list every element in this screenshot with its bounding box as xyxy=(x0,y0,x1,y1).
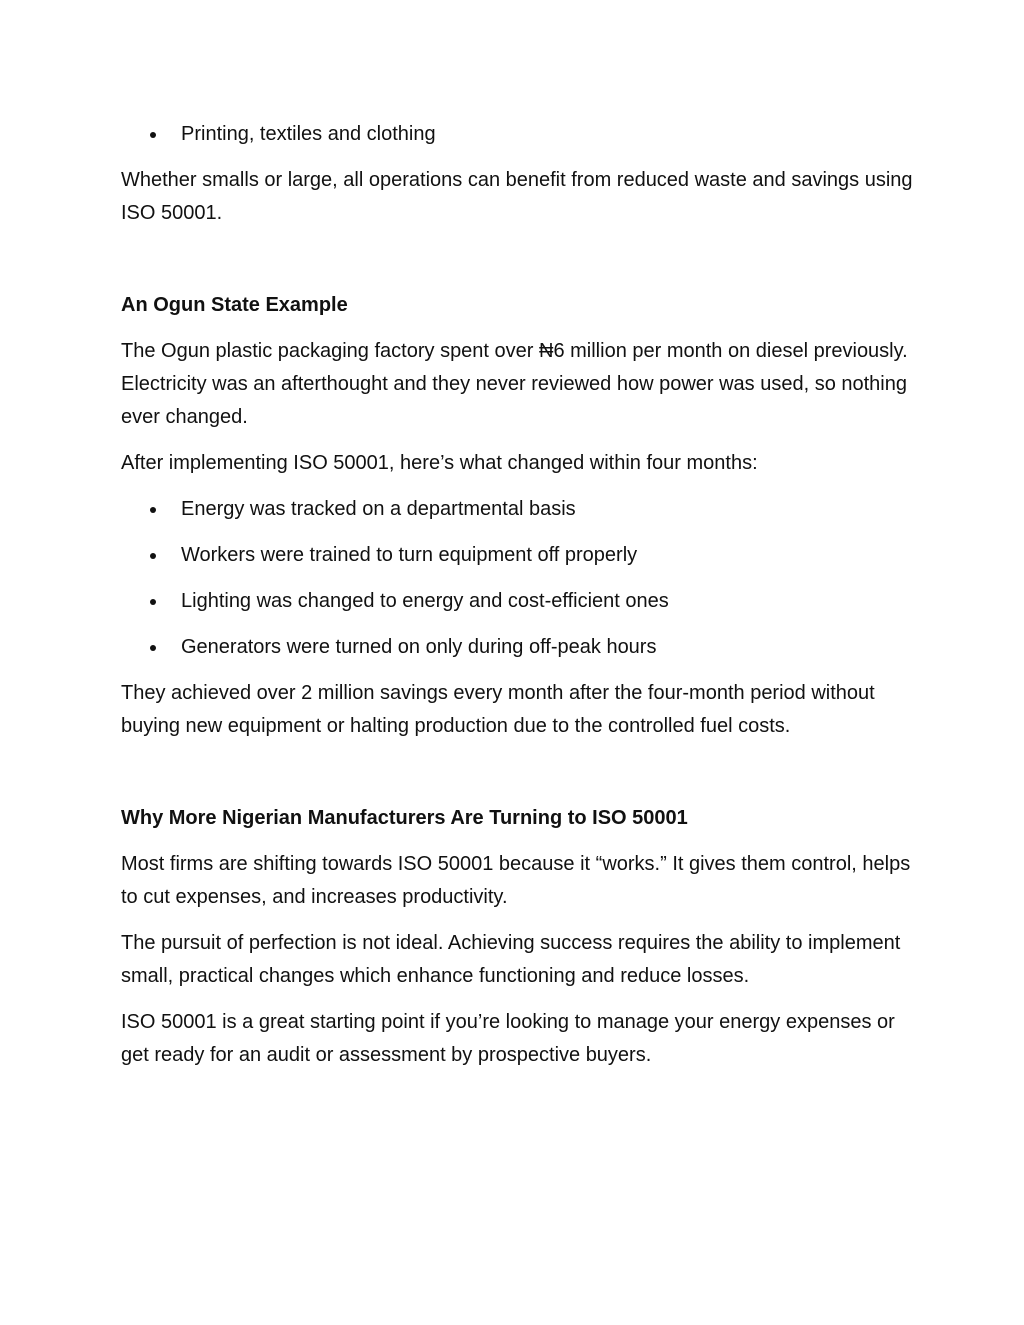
why-paragraph-1: Most firms are shifting towards ISO 50001 because it “works.” It gives them control, helps to cut expenses, and increases productivity. xyxy=(121,853,911,908)
list-item xyxy=(121,118,921,151)
section-spacer xyxy=(121,243,921,289)
list-item xyxy=(121,539,921,572)
ogun-paragraph-2: After implementing ISO 50001, here’s what changed within four months: xyxy=(121,452,758,474)
ogun-paragraph-3: They achieved over 2 million savings every month after the four-month period without buying new equipment or halting production due to the controlled fuel costs. xyxy=(121,682,875,737)
list-item xyxy=(121,585,921,618)
list-item xyxy=(121,631,921,664)
bullet-icon xyxy=(150,132,156,138)
document-page xyxy=(121,118,921,1085)
bullet-icon xyxy=(150,553,156,559)
ogun-section-heading: An Ogun State Example xyxy=(121,294,348,316)
ogun-paragraph-1: The Ogun plastic packaging factory spent over ₦6 million per month on diesel previously. Electricity was an afterthought and they never reviewed how power was used, so nothing ever changed. xyxy=(121,340,908,428)
ogun-bullet-list xyxy=(121,493,921,664)
bullet-icon xyxy=(150,599,156,605)
bullet-icon xyxy=(150,645,156,651)
bullet-icon xyxy=(150,507,156,513)
why-paragraph-2: The pursuit of perfection is not ideal. Achieving success requires the ability to implement small, practical changes which enhance functioning and reduce losses. xyxy=(121,932,901,987)
why-section-heading: Why More Nigerian Manufacturers Are Turning to ISO 50001 xyxy=(121,807,688,829)
list-item-text: Workers were trained to turn equipment off properly xyxy=(181,544,638,566)
section-spacer xyxy=(121,756,921,802)
list-item-text: Printing, textiles and clothing xyxy=(181,123,436,145)
why-paragraph-3: ISO 50001 is a great starting point if you’re looking to manage your energy expenses or get ready for an audit or assessment by prospective buyers. xyxy=(121,1011,895,1066)
list-item-text: Generators were turned on only during off-peak hours xyxy=(181,636,657,658)
intro-paragraph: Whether smalls or large, all operations can benefit from reduced waste and savings using ISO 50001. xyxy=(121,169,913,224)
intro-bullet-list xyxy=(121,118,921,151)
list-item xyxy=(121,493,921,526)
list-item-text: Energy was tracked on a departmental basis xyxy=(181,498,576,520)
list-item-text: Lighting was changed to energy and cost-efficient ones xyxy=(181,590,669,612)
